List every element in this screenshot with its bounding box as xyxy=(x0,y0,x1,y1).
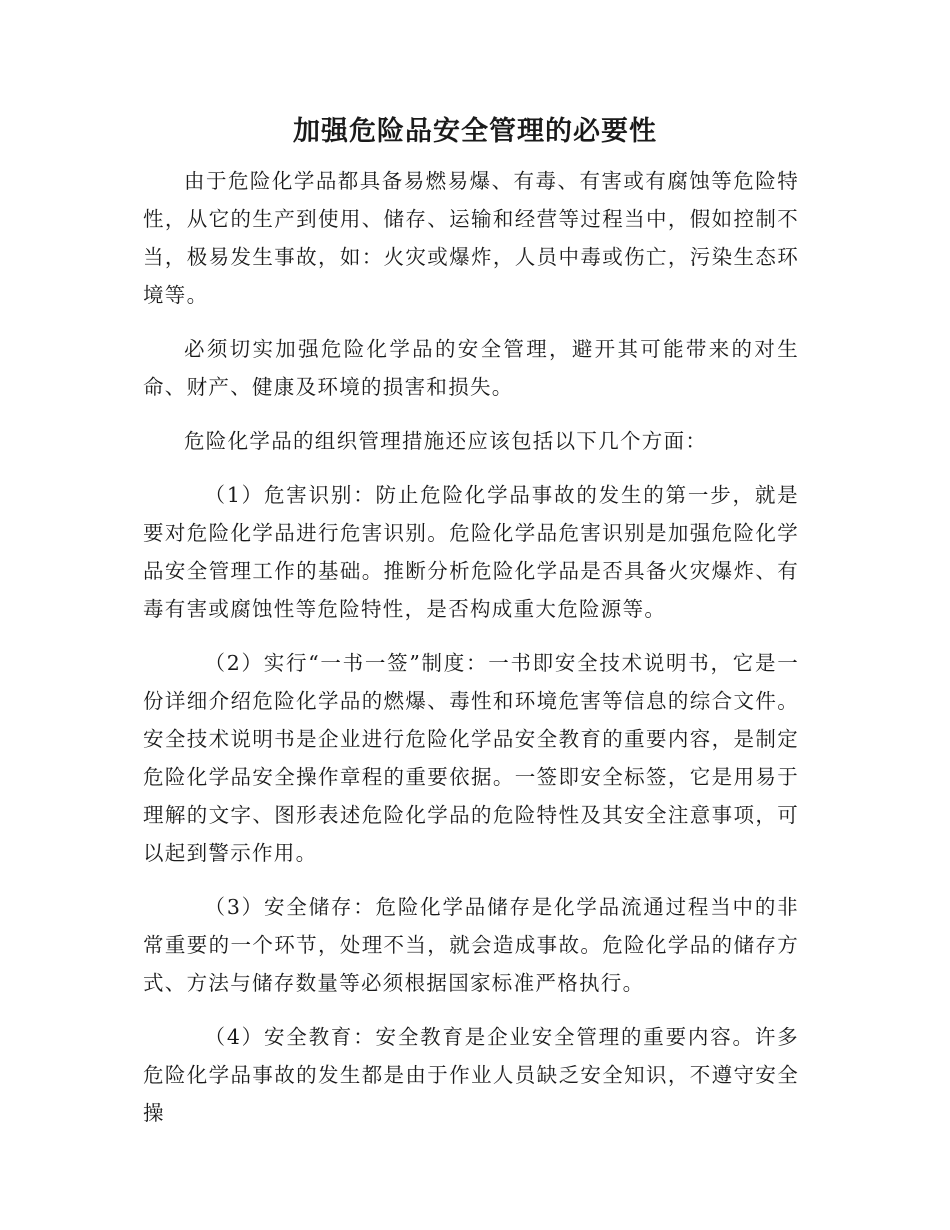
paragraph-safety-education: （4）安全教育：安全教育是企业安全管理的重要内容。许多危险化学品事故的发生都是由于作业人员缺乏安全知识，不遵守安全操 xyxy=(143,1025,799,1125)
page-title: 加强危险品安全管理的必要性 xyxy=(293,116,657,147)
paragraph-book-and-label: （2）实行“一书一签”制度：一书即安全技术说明书，它是一份详细介绍危险化学品的燃爆、毒性和环境危害等信息的综合文件。安全技术说明书是企业进行危险化学品安全教育的重要内容，是制定危险化学品安全操作章程的重要依据。一签即安全标签，它是用易于理解的文字、图形表述危险化学品的危险特性及其安全注意事项，可以起到警示作用。 xyxy=(143,651,799,865)
paragraph-strengthen-management: 必须切实加强危险化学品的安全管理，避开其可能带来的对生命、财产、健康及环境的损害和损失。 xyxy=(143,337,799,399)
paragraph-hazard-identification: （1）危害识别：防止危险化学品事故的发生的第一步，就是要对危险化学品进行危害识别。危险化学品危害识别是加强危险化学品安全管理工作的基础。推断分析危险化学品是否具备火灾爆炸、有毒有害或腐蚀性等危险特性，是否构成重大危险源等。 xyxy=(143,483,799,621)
paragraph-hazard-properties: 由于危险化学品都具备易燃易爆、有毒、有害或有腐蚀等危险特性，从它的生产到使用、储存、运输和经营等过程当中，假如控制不当，极易发生事故，如：火灾或爆炸，人员中毒或伤亡，污染生态环境等。 xyxy=(143,169,799,307)
paragraph-measures-intro: 危险化学品的组织管理措施还应该包括以下几个方面： xyxy=(184,429,708,453)
paragraph-safe-storage: （3）安全储存：危险化学品储存是化学品流通过程当中的非常重要的一个环节，处理不当，就会造成事故。危险化学品的储存方式、方法与储存数量等必须根据国家标准严格执行。 xyxy=(143,895,799,995)
document-body xyxy=(143,162,799,1148)
